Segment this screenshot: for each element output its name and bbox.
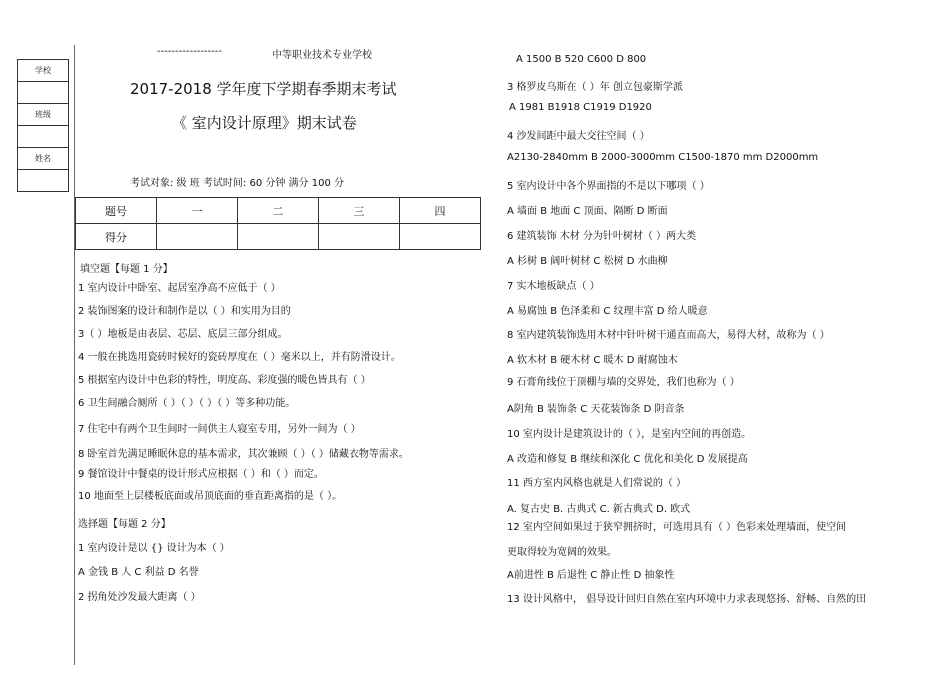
- question-line: 5 根据室内设计中色彩的特性，明度高、彩度强的暖色皆具有（ ）: [78, 375, 371, 386]
- paper-title: 《 室内设计原理》期末试卷: [172, 114, 357, 132]
- score-cell: 题号: [76, 198, 157, 224]
- answer-options: A 金钱 B 人 C 利益 D 名誉: [78, 567, 199, 578]
- score-cell: [400, 224, 481, 250]
- score-cell: 四: [400, 198, 481, 224]
- answer-options: A2130-2840mm B 2000-3000mm C1500-1870 mm D2000mm: [507, 152, 819, 163]
- exam-title: 2017-2018 学年度下学期春季期末考试: [130, 80, 397, 98]
- score-cell: [157, 224, 238, 250]
- score-cell: 得分: [76, 224, 157, 250]
- question-line: 4 一般在挑选用瓷砖时候好的瓷砖厚度在（ ）毫米以上，并有防滑设计。: [78, 352, 401, 363]
- header-dashes: ------------------: [157, 46, 222, 57]
- binding-line: [74, 45, 75, 665]
- name-label: 姓名: [18, 148, 69, 170]
- answer-options: A 软木材 B 硬木材 C 暖木 D 耐腐蚀木: [507, 355, 678, 366]
- school-blank: [18, 82, 69, 104]
- question-line: 10 室内设计是建筑设计的（ ），是室内空间的再创造。: [507, 429, 752, 440]
- student-info-table: [17, 59, 69, 192]
- question-line: 13 设计风格中， 倡导设计回归自然在室内环境中力求表现悠扬、舒畅、自然的田: [507, 594, 867, 605]
- class-blank: [18, 126, 69, 148]
- answer-options: A 墙面 B 地面 C 顶面、隔断 D 断面: [507, 206, 668, 217]
- school-name: 中等职业技术专业学校: [272, 50, 372, 61]
- question-line: 4 沙发间距中最大交往空间（ ）: [507, 131, 650, 142]
- section-choice-heading: 选择题【每题 2 分】: [78, 519, 171, 530]
- section-fill-blank-heading: 填空题【每题 1 分】: [80, 264, 173, 275]
- score-cell: 三: [319, 198, 400, 224]
- question-line: 1 室内设计中卧室、起居室净高不应低于（ ）: [78, 283, 281, 294]
- answer-options: A 1981 B1918 C1919 D1920: [509, 102, 652, 113]
- answer-options: A 1500 B 520 C600 D 800: [516, 54, 647, 65]
- answer-options: A 杉树 B 阔叶树材 C 松树 D 水曲柳: [507, 256, 668, 267]
- score-cell: [238, 224, 319, 250]
- score-cell: [319, 224, 400, 250]
- question-line: 3 格罗皮乌斯在（ ）年 创立包豪斯学派: [507, 82, 683, 93]
- question-line: 10 地面至上层楼板底面或吊顶底面的垂直距离指的是（ ）。: [78, 491, 343, 502]
- class-label: 班级: [18, 104, 69, 126]
- answer-options: A 易腐蚀 B 色泽柔和 C 纹理丰富 D 给人暖意: [507, 306, 708, 317]
- school-label: 学校: [18, 60, 69, 82]
- question-line: 7 实木地板缺点（ ）: [507, 281, 600, 292]
- score-table-score-row: [76, 224, 481, 250]
- question-line-continued: 更取得较为宽阔的效果。: [507, 547, 617, 558]
- question-line: 8 卧室首先满足睡眠休息的基本需求，其次兼顾（ ）（ ）储藏衣物等需求。: [78, 449, 409, 460]
- question-line: 2 拐角处沙发最大距离（ ）: [78, 592, 201, 603]
- score-table: [75, 197, 481, 250]
- question-line: 11 西方室内风格也就是人们常说的（ ）: [507, 478, 687, 489]
- question-line: 8 室内建筑装饰选用木材中针叶树干通直而高大，易得大材，故称为（ ）: [507, 330, 830, 341]
- question-line: 5 室内设计中各个界面指的不是以下哪项（ ）: [507, 181, 710, 192]
- question-line: 6 建筑装饰 木材 分为针叶树材（ ）两大类: [507, 231, 697, 242]
- exam-info: 考试对象: 级 班 考试时间: 60 分钟 满分 100 分: [130, 178, 344, 189]
- score-table-header-row: [76, 198, 481, 224]
- answer-options: A. 复古史 B. 古典式 C. 新古典式 D. 欧式: [507, 504, 691, 515]
- answer-options: A阴角 B 装饰条 C 天花装饰条 D 阴音条: [507, 404, 685, 415]
- name-blank: [18, 170, 69, 192]
- question-line: 9 餐馆设计中餐桌的设计形式应根据（ ）和（ ）而定。: [78, 469, 324, 480]
- question-line: 1 室内设计是以 {} 设计为本（ ）: [78, 543, 230, 554]
- question-line: 2 装饰图案的设计和制作是以（ ）和实用为目的: [78, 306, 291, 317]
- answer-options: A 改造和修复 B 继续和深化 C 优化和美化 D 发展提高: [507, 454, 748, 465]
- question-line: 7 住宅中有两个卫生间时一间供主人寝室专用，另外一间为（ ）: [78, 424, 361, 435]
- question-line: 9 石膏角线位于顶棚与墙的交界处，我们也称为（ ）: [507, 377, 740, 388]
- score-cell: 一: [157, 198, 238, 224]
- answer-options: A前进性 B 后退性 C 静止性 D 抽象性: [507, 570, 675, 581]
- question-line: 3（ ）地板是由表层、芯层、底层三部分组成。: [78, 329, 288, 340]
- question-line: 12 室内空间如果过于狭窄拥挤时，可选用具有（ ）色彩来处理墙面，使空间: [507, 522, 847, 533]
- question-line: 6 卫生间融合厕所（ ）（ ）（ ）（ ）等多种功能。: [78, 398, 296, 409]
- score-cell: 二: [238, 198, 319, 224]
